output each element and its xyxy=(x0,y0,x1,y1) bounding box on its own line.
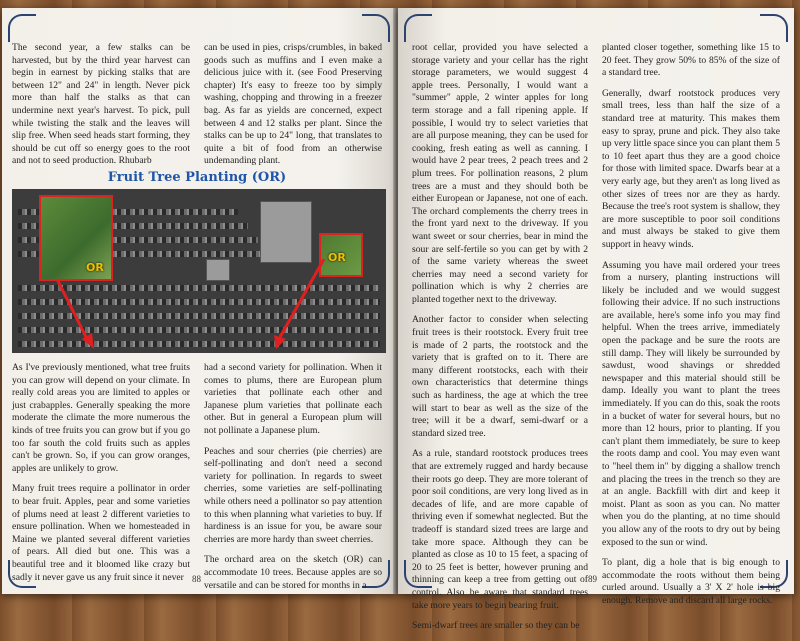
paragraph: To plant, dig a hole that is big enough to accommodate the roots without them being curled around. Usually a 3' X 2' hole is big enough. Remove and discard all large rocks. xyxy=(602,557,780,606)
paragraph: Many fruit trees require a pollinator in order to bear fruit. Apples, pear and some varieties of plums need at least 2 different varieties to ensure pollination. When we homesteaded in Maine we planted several different varieties of pears. All died but one. This was a beautiful tree and it bloomed like crazy but sadly it never gave us any fruit since it never xyxy=(12,483,190,583)
page-number: 88 xyxy=(192,574,201,584)
left-col2-top-text xyxy=(204,42,382,176)
corner-ornament xyxy=(760,14,788,42)
or-label: OR xyxy=(86,261,104,274)
section-heading: Fruit Tree Planting (OR) xyxy=(107,170,287,185)
or-label: OR xyxy=(328,251,346,264)
red-arrow xyxy=(57,279,87,339)
paragraph: can be used in pies, crisps/crumbles, in baked goods such as muffins and I even make a delicious juice with it. (see Food Preserving chapter) It's easy to freeze too by simply washing, chopping and throwing in a freezer bag. As far as yields are concerned, expect between 4 and 12 stalks per plant. Since the stalks can be up to 24" long, that translates to quite a bit of food from an otherwise undemanding plant. xyxy=(204,42,382,167)
corner-ornament xyxy=(404,14,432,42)
right-col2-text xyxy=(602,42,780,616)
paragraph: Generally, dwarf rootstock produces very small trees, less than half the size of a standard tree at maturity. This makes them easy to spray, prune and pick. They also take up very little space since you can plant them 5 to 10 feet apart thus they are a good choice for those with limited space. Dwarfs bear at a very early age, but they aren't as long lived as other sizes of trees nor are they as hardy. Because the tree's root system is shallow, they are more susceptible to poor soil conditions and must always be staked to give them support in heavy winds. xyxy=(602,87,780,250)
paragraph: planted closer together, something like 15 to 20 feet. They grow 50% to 85% of the size of a standard tree. xyxy=(602,42,780,79)
paragraph: As I've previously mentioned, what tree fruits you can grow will depend on your climate. In really cold areas you are limited to apples or just crabapples. Generally speaking the more moderate the climate the more numerous the kinds of tree fruits you can grow but if you go too far south the cold fruits such as apples can't be grown. So, if you can grow oranges, apples are unlikely to grow. xyxy=(12,362,190,474)
corner-ornament xyxy=(8,14,36,42)
left-col1-bottom-text xyxy=(12,362,190,592)
paragraph: root cellar, provided you have selected a storage variety and your cellar has the right storage parameters, we would suggest 4 apple trees. Personally, I would want a "summer" apple, 2 winter apples for long term storage and a fall ripening apple. If possible, I would try to select varieties that are all purpose meaning, they can be used for cooking, fresh eating as well as canning. I would have 2 pear trees, 2 peach trees and 2 plum trees. For pollination reasons, 2 plum trees are a must and they should both be either European or Japanese, not one of each. The orchard complements the cherry trees in the front yard next to the driveway. If you want sweet or sour cherries, bear in mind the sour are self-fertile so you can get by with 2 of the same variety whereas the sweet cherries may need a second variety for pollination which is why 2 cherries are planted together next to the driveway. xyxy=(412,42,588,305)
garden-aerial-photo xyxy=(12,189,386,353)
left-col1-top-text xyxy=(12,42,190,176)
arrow-overlay xyxy=(12,189,386,353)
paragraph: The orchard area on the sketch (OR) can accommodate 10 trees. Because apples are so versatile and can be stored for months in a xyxy=(204,554,382,591)
right-page xyxy=(398,8,794,632)
red-arrow xyxy=(280,259,324,337)
red-arrowhead xyxy=(274,335,286,349)
paragraph: Another factor to consider when selecting fruit trees is their rootstock. Every fruit tree is made of 2 parts, the rootstock and the variety that is grafted on to it. There are many different rootstocks, each with their own characteristics that determine things such as hardiness, the age at which the tree will start to bear as well as the size of the tree; will it be a dwarf, semi-dwarf or a standard sized tree. xyxy=(412,314,588,439)
right-col1-text xyxy=(412,42,588,641)
paragraph: Peaches and sour cherries (pie cherries) are self-pollinating and don't need a second variety for pollination. In regards to sweet cherries, some varieties are self-pollinating while others need a pollinator so pay attention to this when planning what varieties to buy. If hardiness is an issue for you, be aware sour cherries are more hardy than sweet cherries. xyxy=(204,445,382,545)
paragraph: The second year, a few stalks can be harvested, but by the third year harvest can begin in earnest by picking stalks that are between 12" and 24" in length. Never pick more than half the stalks as that can undermine next year's harvest. To pick, pull while twisting the stalk and the leaves will slip free. When seed heads start forming, they should be cut off so energy goes to the root and not to seed production. Rhubarb xyxy=(12,42,190,167)
left-col2-bottom-text xyxy=(204,362,382,600)
corner-ornament xyxy=(362,14,390,42)
page-number: 89 xyxy=(588,574,597,584)
paragraph: Semi-dwarf trees are smaller so they can be xyxy=(412,620,580,632)
paragraph: Assuming you have mail ordered your trees from a nursery, planting instructions will likely be included and we would suggest following their advice. If no such instructions are available, here's some info you may find helpful. When the trees arrive, immediately open the package and be sure the roots are still damp. They will likely be surrounded by sawdust, wood shavings or shredded newspaper and this material should still be damp. Ideally you want to plant the trees immediately. If you can do this, soak the roots in a bucket of water for several hours, but no more than 12 hours, prior to planting. If you can't plant them immediately, be sure to keep the roots damp and cool. You may even want to "heel them in" by digging a shallow trench and placing the trees in the trench so they are at an angle. Backfill with dirt and keep it moist. Plant as soon as you can. No matter when you do the planting, at no time should you allow any of the roots to dry out by being exposed to the sun or wind. xyxy=(602,259,780,548)
paragraph: As a rule, standard rootstock produces trees that are extremely rugged and hardy because their roots go deep. They are more tolerant of poor soil conditions, are very long lived as in decades of life, and are more capable of thriving even if somewhat neglected. But the tradeoff is standard sized trees are large and take more space. Although they can be planted as close as 10 to 15 feet, a spacing of 20 to 25 feet is better, however pruning and thinning can keep a tree from getting out of control. Also be aware that standard trees take more years to begin bearing fruit. xyxy=(412,448,588,611)
left-page xyxy=(2,8,396,594)
paragraph: had a second variety for pollination. When it comes to plums, there are European plum varieties that pollinate each other and Japanese plum varieties that pollinate each other. But in general a European plum will not pollinate a Japanese plum. xyxy=(204,362,382,436)
